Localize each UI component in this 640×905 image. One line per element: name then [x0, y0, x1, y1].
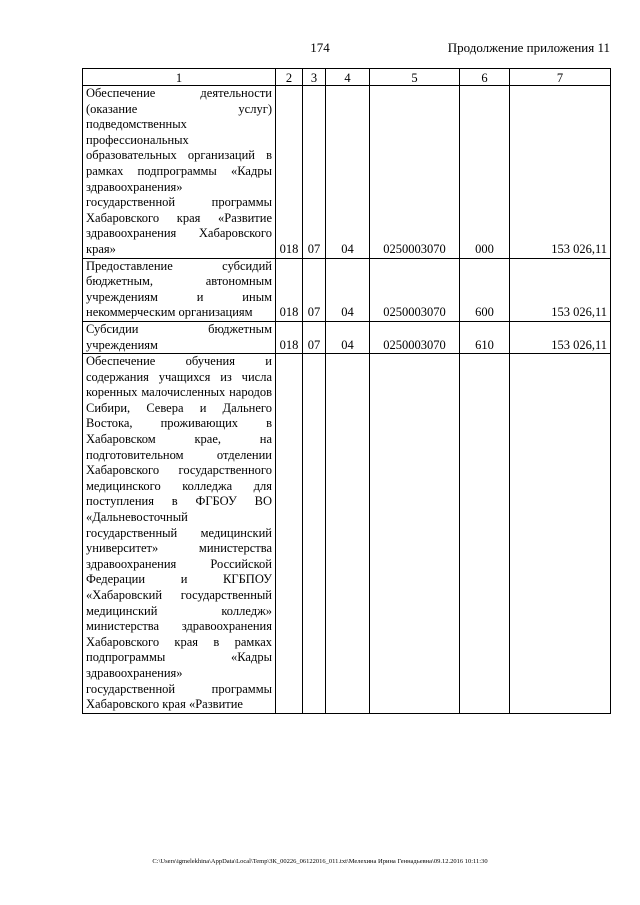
- cell-code-4: [326, 354, 370, 714]
- column-header: 4: [326, 69, 370, 86]
- cell-code-6: 610: [460, 321, 510, 353]
- table-row: [83, 258, 611, 321]
- cell-code-5: 0250003070: [370, 321, 460, 353]
- column-header: 5: [370, 69, 460, 86]
- cell-code-2: 018: [276, 321, 303, 353]
- cell-amount: 153 026,11: [510, 321, 611, 353]
- row-name: Обеспечение деятельности (оказание услуг) подведомственных профессиональных образовательных организаций в рамках подпрограммы «Кадры здравоохранения» государственной программы Хабаровского края «Развитие здравоохранения Хабаровского края»: [83, 86, 276, 259]
- file-path-footer: C:\Users\igmelekhina\AppData\Local\Temp\ЗК_00226_06122016_011.txt\Мелехина Ирина Геннадьевна\09.12.2016 10:11:30: [152, 858, 488, 865]
- budget-table: [82, 68, 611, 714]
- header-row: [83, 69, 611, 86]
- page-number: 174: [310, 40, 330, 55]
- cell-code-2: [276, 354, 303, 714]
- cell-code-6: [460, 354, 510, 714]
- cell-amount: 153 026,11: [510, 86, 611, 259]
- cell-code-5: [370, 354, 460, 714]
- table-row: [83, 86, 611, 259]
- cell-code-3: [303, 354, 326, 714]
- cell-code-2: 018: [276, 86, 303, 259]
- cell-code-3: 07: [303, 321, 326, 353]
- table-row: [83, 321, 611, 353]
- cell-code-2: 018: [276, 258, 303, 321]
- cell-amount: 153 026,11: [510, 258, 611, 321]
- cell-code-4: 04: [326, 321, 370, 353]
- cell-amount: [510, 354, 611, 714]
- cell-code-3: 07: [303, 258, 326, 321]
- cell-code-6: 000: [460, 86, 510, 259]
- column-header: 7: [510, 69, 611, 86]
- row-name: Предоставление субсидий бюджетным, автономным учреждениям и иным некоммерческим организациям: [83, 258, 276, 321]
- row-name: Обеспечение обучения и содержания учащихся из числа коренных малочисленных народов Сибири, Севера и Дальнего Востока, проживающих в Хабаровском крае, на подготовительном отделении Хабаровского государственного медицинского колледжа для поступления в ФГБОУ ВО «Дальневосточный государственный медицинский университет» министерства здравоохранения Российской Федерации и КГБПОУ «Хабаровский государственный медицинский колледж» министерства здравоохранения Хабаровского края в рамках подпрограммы «Кадры здравоохранения» государственной программы Хабаровского края «Развитие: [83, 354, 276, 714]
- column-header: 3: [303, 69, 326, 86]
- row-name: Субсидии бюджетным учреждениям: [83, 321, 276, 353]
- cell-code-4: 04: [326, 258, 370, 321]
- table-row: [83, 354, 611, 714]
- continuation-label: Продолжение приложения 11: [447, 40, 610, 55]
- cell-code-6: 600: [460, 258, 510, 321]
- cell-code-3: 07: [303, 86, 326, 259]
- column-header: 6: [460, 69, 510, 86]
- cell-code-5: 0250003070: [370, 86, 460, 259]
- cell-code-4: 04: [326, 86, 370, 259]
- cell-code-5: 0250003070: [370, 258, 460, 321]
- column-header: 2: [276, 69, 303, 86]
- column-header: 1: [83, 69, 276, 86]
